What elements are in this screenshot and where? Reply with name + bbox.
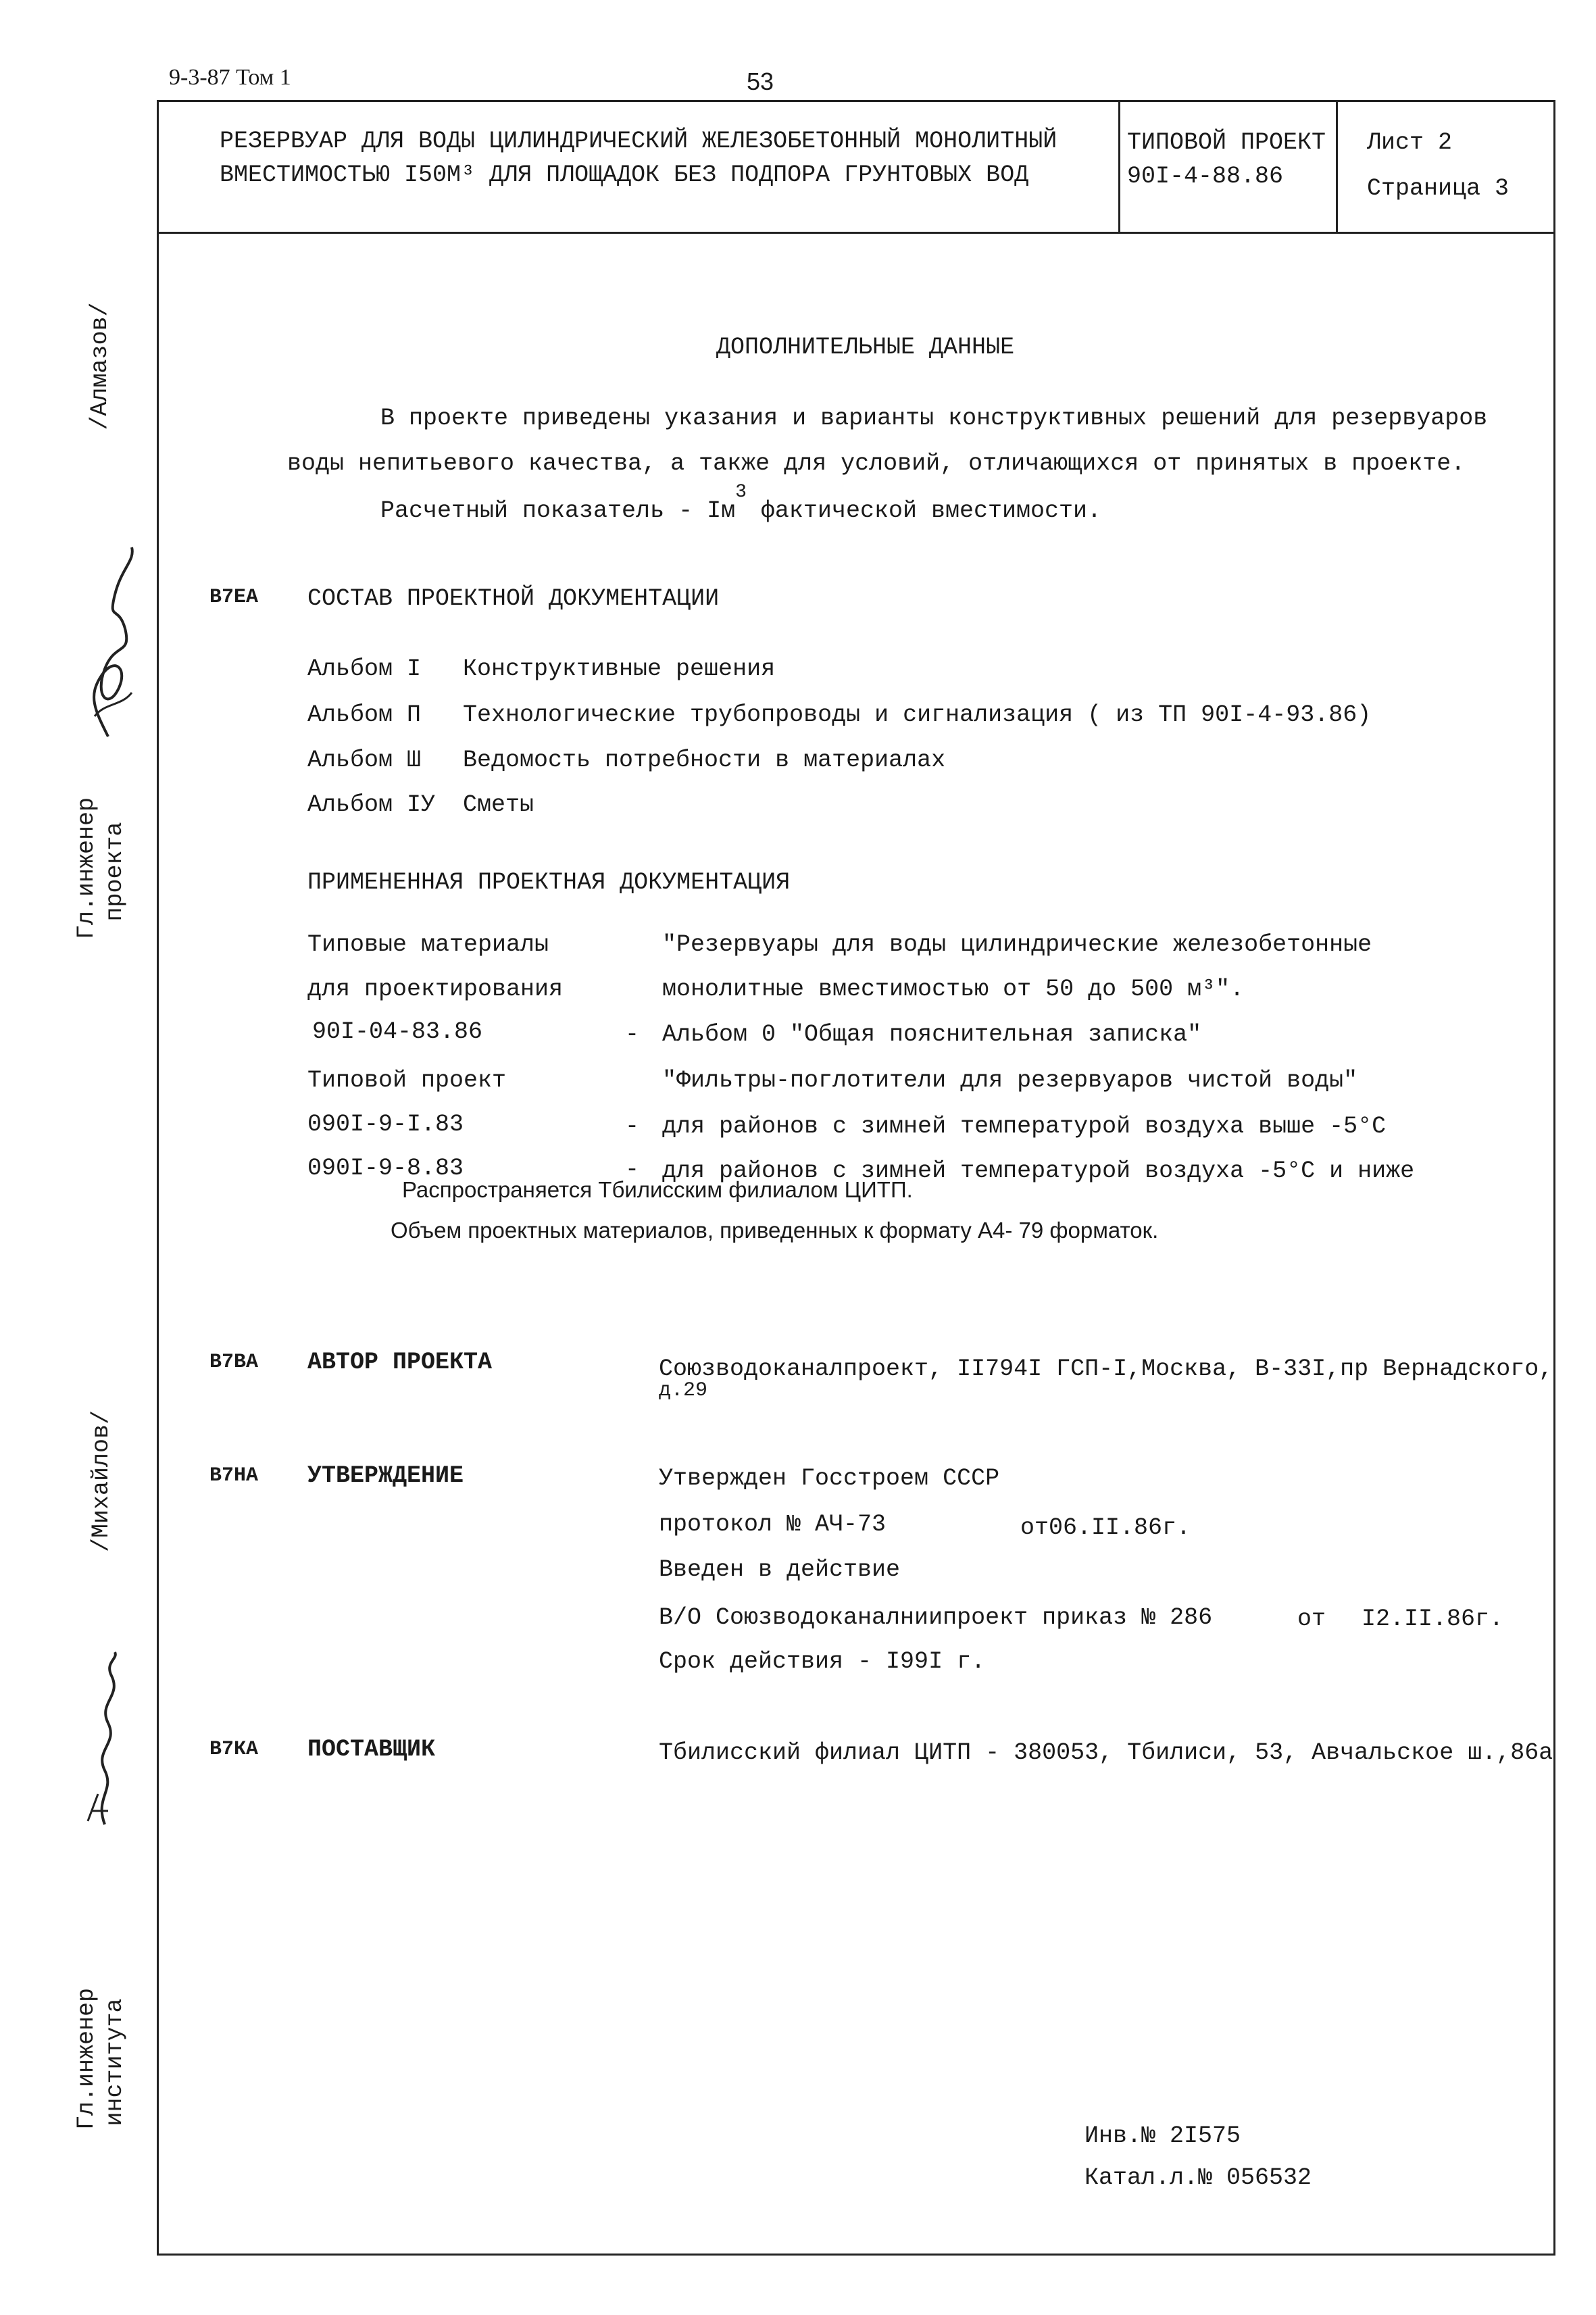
- section-heading: ДОПОЛНИТЕЛЬНЫЕ ДАННЫЕ: [716, 334, 1015, 361]
- page-label: Страница 3: [1367, 175, 1510, 202]
- code-b7ea: В7ЕА: [209, 586, 259, 609]
- header-divider: [157, 232, 1555, 234]
- signature-almazov: [68, 541, 149, 743]
- margin-role-2a: Гл.инженер: [73, 1987, 100, 2130]
- applied-r4-left: Типовой проект: [307, 1067, 507, 1094]
- applied-r5-left: 090I-9-I.83: [307, 1111, 464, 1138]
- code-b7ha: В7НА: [209, 1464, 259, 1487]
- applied-r6-dash: -: [625, 1156, 640, 1183]
- inventory-number: Инв.№ 2I575: [1084, 2122, 1241, 2149]
- signature-mikhailov: [68, 1649, 142, 1831]
- b7ha-title: УТВЕРЖДЕНИЕ: [307, 1462, 464, 1489]
- applied-r3-right: Альбом 0 "Общая пояснительная записка": [662, 1021, 1202, 1048]
- intro-line-3a: Расчетный показатель - Iм: [380, 497, 736, 524]
- margin-name-mikhailov: /Михайлов/: [88, 1410, 115, 1553]
- album-2-label: Альбом П: [307, 701, 422, 728]
- applied-r6-left: 090I-9-8.83: [307, 1155, 464, 1182]
- applied-r3-dash: -: [625, 1021, 640, 1048]
- b7ka-title: ПОСТАВЩИК: [307, 1736, 436, 1763]
- applied-r6-right: для районов с зимней температурой воздуха -5°С и ниже: [662, 1158, 1415, 1185]
- intro-superscript: 3: [735, 482, 747, 503]
- album-4-label: Альбом IУ: [307, 791, 436, 818]
- title-line-2: ВМЕСТИМОСТЬЮ I50М³ ДЛЯ ПЛОЩАДОК БЕЗ ПОДПОРА ГРУНТОВЫХ ВОД: [220, 161, 1029, 189]
- album-4-text: Сметы: [463, 791, 534, 818]
- b7ea-title: СОСТАВ ПРОЕКТНОЙ ДОКУМЕНТАЦИИ: [307, 585, 720, 612]
- album-1-label: Альбом I: [307, 655, 422, 682]
- series-label: 9-3-87 Том 1: [169, 65, 291, 90]
- project-code: 90I-4-88.86: [1127, 163, 1284, 190]
- approval-line-3: Введен в действие: [659, 1556, 901, 1583]
- code-b7ba: В7ВА: [209, 1351, 259, 1374]
- intro-line-3: [380, 482, 1102, 527]
- album-1-text: Конструктивные решения: [463, 655, 776, 682]
- album-3-text: Ведомость потребности в материалах: [463, 747, 946, 774]
- applied-r2-left: для проектирования: [307, 976, 564, 1003]
- applied-title: ПРИМЕНЕННАЯ ПРОЕКТНАЯ ДОКУМЕНТАЦИЯ: [307, 869, 791, 896]
- margin-role-2b: института: [101, 1998, 128, 2126]
- page-number: 53: [747, 68, 774, 95]
- margin-role-1a: Гл.инженер: [73, 797, 100, 939]
- approval-line-1: Утвержден Госстроем СССР: [659, 1465, 1000, 1492]
- intro-line-2: воды непитьевого качества, а также для условий, отличающихся от принятых в проекте.: [287, 450, 1466, 477]
- applied-r5-right: для районов с зимней температурой воздуха выше -5°С: [662, 1113, 1387, 1140]
- applied-r1-right: "Резервуары для воды цилиндрические железобетонные: [662, 931, 1372, 958]
- intro-line-1: В проекте приведены указания и варианты конструктивных решений для резервуаров: [380, 405, 1488, 432]
- approval-order-from: от: [1297, 1605, 1326, 1633]
- author-line-2: д.29: [659, 1379, 708, 1402]
- distributed-note: Распространяется Тбилисским филиалом ЦИТП.: [402, 1177, 913, 1202]
- approval-protocol-date: от06.II.86г.: [1020, 1514, 1191, 1541]
- volume-note: Объем проектных материалов, приведенных к формату А4- 79 форматок.: [391, 1218, 1159, 1243]
- album-2-text: Технологические трубопроводы и сигнализация ( из ТП 90I-4-93.86): [463, 701, 1372, 728]
- supplier-text: Тбилисский филиал ЦИТП - 380053, Тбилиси, 53, Авчальское ш.,86а: [659, 1739, 1553, 1766]
- approval-validity: Срок действия - I99I г.: [659, 1648, 986, 1675]
- code-b7ka: В7КА: [209, 1738, 259, 1761]
- approval-protocol: протокол № АЧ-73: [659, 1511, 887, 1538]
- approval-order: В/О Союзводоканалниипроект приказ № 286: [659, 1604, 1213, 1631]
- approval-order-date: I2.II.86г.: [1362, 1605, 1504, 1633]
- applied-r1-left: Типовые материалы: [307, 931, 549, 958]
- b7ba-title: АВТОР ПРОЕКТА: [307, 1349, 493, 1376]
- title-line-1: РЕЗЕРВУАР ДЛЯ ВОДЫ ЦИЛИНДРИЧЕСКИЙ ЖЕЛЕЗОБЕТОННЫЙ МОНОЛИТНЫЙ: [220, 128, 1057, 155]
- intro-line-3b: фактической вместимости.: [760, 497, 1102, 524]
- applied-r2-right: монолитные вместимостью от 50 до 500 м³".: [662, 976, 1245, 1003]
- applied-r3-left: 90I-04-83.86: [312, 1018, 483, 1045]
- applied-r5-dash: -: [625, 1113, 640, 1140]
- author-line-1: Союзводоканалпроект, II794I ГСП-I,Москва, В-33I,пр Вернадского,: [659, 1355, 1553, 1383]
- catalog-number: Катал.л.№ 056532: [1084, 2164, 1312, 2191]
- sheet-number: Лист 2: [1367, 129, 1453, 156]
- album-3-label: Альбом Ш: [307, 747, 422, 774]
- margin-name-almazov: /Алмазов/: [86, 302, 114, 430]
- header-divider-v1: [1118, 100, 1120, 232]
- applied-r4-right: "Фильтры-поглотители для резервуаров чистой воды": [662, 1067, 1358, 1094]
- project-label: ТИПОВОЙ ПРОЕКТ: [1127, 129, 1326, 156]
- margin-role-1b: проекта: [101, 822, 128, 922]
- header-divider-v2: [1336, 100, 1338, 232]
